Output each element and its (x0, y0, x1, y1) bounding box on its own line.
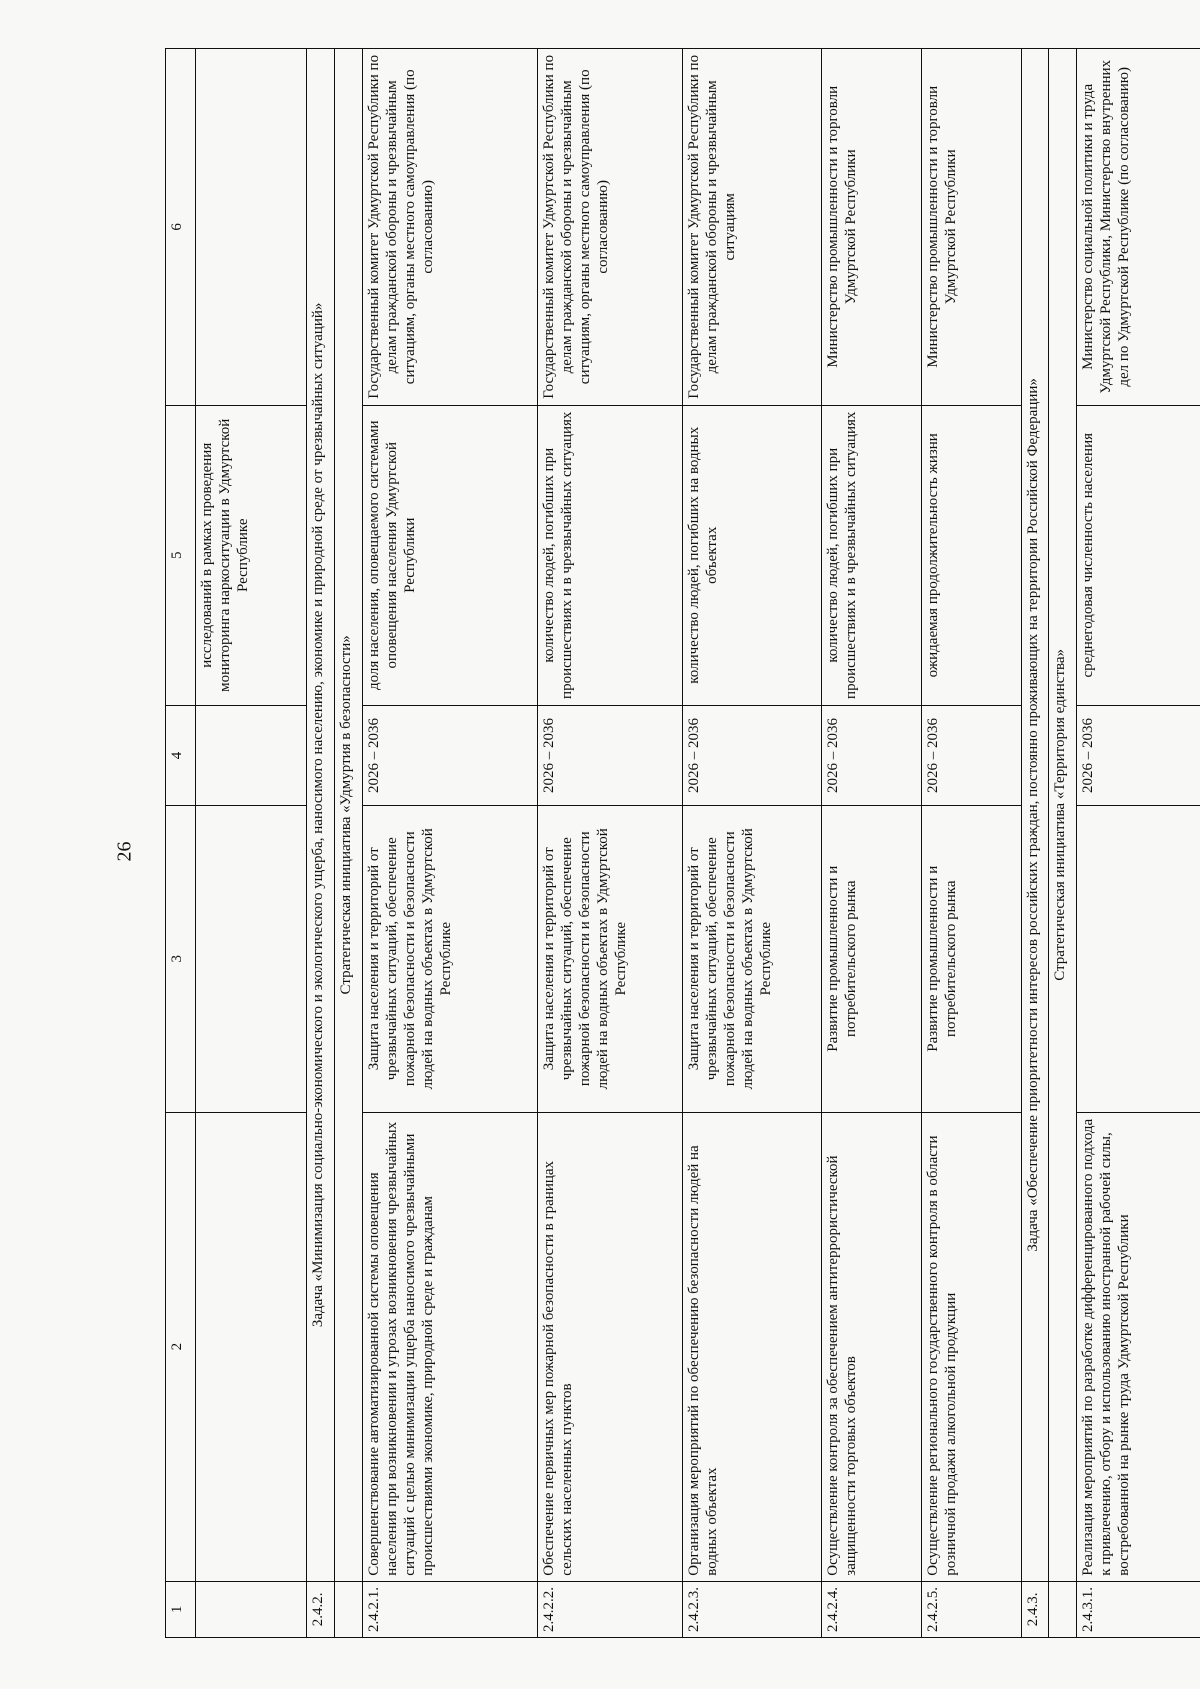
cont-cell-6 (196, 49, 307, 406)
header-col-3: 3 (166, 805, 196, 1112)
row-program: Развитие промышленности и потребительского рынка (921, 805, 1021, 1112)
row-period: 2026 – 2036 (821, 705, 921, 805)
rotated-table-container (165, 48, 1200, 1638)
table-row (362, 49, 538, 1638)
row-code: 2.4.3.1. (1077, 1581, 1200, 1637)
row-measure: Осуществление контроля за обеспечением антитеррористической защищенности торговых объектов (821, 1112, 921, 1581)
row-code: 2.4.2.2. (538, 1581, 682, 1637)
row-executor: Министерство промышленности и торговли Удмуртской Республики (921, 49, 1021, 406)
cont-cell-3 (196, 805, 307, 1112)
table-row (682, 49, 821, 1638)
row-executor: Государственный комитет Удмуртской Республики по делам гражданской обороны и чрезвычайным ситуациям, органы местного самоуправления (по согласованию) (538, 49, 682, 406)
row-period: 2026 – 2036 (1077, 705, 1200, 805)
row-code: 2.4.2.4. (821, 1581, 921, 1637)
initiative-code-cell (334, 1581, 362, 1637)
row-measure: Организация мероприятий по обеспечению безопасности людей на водных объектах (682, 1112, 821, 1581)
header-col-5: 5 (166, 405, 196, 705)
row-period: 2026 – 2036 (538, 705, 682, 805)
page-number: 26 (113, 841, 136, 862)
row-measure: Обеспечение первичных мер пожарной безопасности в границах сельских населенных пунктов (538, 1112, 682, 1581)
row-program: Защита населения и территорий от чрезвычайных ситуаций, обеспечение пожарной безопасности и безопасности людей на водных объектах в Удмуртской Республике (362, 805, 538, 1112)
initiative-title: Стратегическая инициатива «Удмуртия в безопасности» (334, 49, 362, 1582)
table-row (538, 49, 682, 1638)
task-title: Задача «Минимизация социально-экономического и экологического ущерба, наносимого населению, экономике и природной среде от чрезвычайных ситуаций» (307, 49, 335, 1582)
row-program (1077, 805, 1200, 1112)
row-measure: Осуществление регионального государственного контроля в области розничной продажи алкогольной продукции (921, 1112, 1021, 1581)
header-col-1: 1 (166, 1581, 196, 1637)
row-indicator: ожидаемая продолжительность жизни (921, 405, 1021, 705)
row-program: Защита населения и территорий от чрезвычайных ситуаций, обеспечение пожарной безопасности и безопасности людей на водных объектах в Удмуртской Республике (538, 805, 682, 1112)
table-row (821, 49, 921, 1638)
continuation-row (196, 49, 307, 1638)
row-code: 2.4.2.1. (362, 1581, 538, 1637)
table-row (921, 49, 1021, 1638)
initiative-code-cell (1049, 1581, 1077, 1637)
row-measure: Совершенствование автоматизированной системы оповещения населения при возникновении и угрозах возникновения чрезвычайных ситуаций с целью минимизации ущерба наносимого чрезвычайными происшествиями экономике, природной среде и гражданам (362, 1112, 538, 1581)
row-program: Защита населения и территорий от чрезвычайных ситуаций, обеспечение пожарной безопасности и безопасности людей на водных объектах в Удмуртской Республике (682, 805, 821, 1112)
header-col-2: 2 (166, 1112, 196, 1581)
row-indicator: количество людей, погибших при происшествиях и в чрезвычайных ситуациях (538, 405, 682, 705)
initiative-row (334, 49, 362, 1638)
row-executor: Министерство промышленности и торговли Удмуртской Республики (821, 49, 921, 406)
task-row-2-4-3 (1021, 49, 1049, 1638)
cont-cell-5: исследований в рамках проведения мониторинга наркоситуации в Удмуртской Республике (196, 405, 307, 705)
row-indicator: среднегодовая численность населения (1077, 405, 1200, 705)
row-period: 2026 – 2036 (921, 705, 1021, 805)
task-code: 2.4.2. (307, 1581, 335, 1637)
row-indicator: количество людей, погибших при происшествиях и в чрезвычайных ситуациях (821, 405, 921, 705)
header-col-4: 4 (166, 705, 196, 805)
cont-cell-2 (196, 1112, 307, 1581)
initiative-row (1049, 49, 1077, 1638)
row-period: 2026 – 2036 (682, 705, 821, 805)
task-code: 2.4.3. (1021, 1581, 1049, 1637)
row-executor: Государственный комитет Удмуртской Республики по делам гражданской обороны и чрезвычайным ситуациям (682, 49, 821, 406)
row-indicator: количество людей, погибших на водных объектах (682, 405, 821, 705)
cont-cell-1 (196, 1581, 307, 1637)
row-measure: Реализация мероприятий по разработке дифференцированного подхода к привлечению, отбору и использованию иностранной рабочей силы, востребованной на рынке труда Удмуртской Республики (1077, 1112, 1200, 1581)
row-indicator: доля населения, оповещаемого системами оповещения населения Удмуртской Республики (362, 405, 538, 705)
task-row-2-4-2 (307, 49, 335, 1638)
table-row (1077, 49, 1200, 1638)
row-code: 2.4.2.3. (682, 1581, 821, 1637)
measures-table (165, 48, 1200, 1638)
header-col-6: 6 (166, 49, 196, 406)
row-executor: Министерство социальной политики и труда Удмуртской Республики, Министерство внутренних дел по Удмуртской Республике (по согласованию) (1077, 49, 1200, 406)
row-executor: Государственный комитет Удмуртской Республики по делам гражданской обороны и чрезвычайным ситуациям, органы местного самоуправления (по согласованию) (362, 49, 538, 406)
cont-cell-4 (196, 705, 307, 805)
column-numbers-row (166, 49, 196, 1638)
row-code: 2.4.2.5. (921, 1581, 1021, 1637)
row-period: 2026 – 2036 (362, 705, 538, 805)
row-program: Развитие промышленности и потребительского рынка (821, 805, 921, 1112)
task-title: Задача «Обеспечение приоритетности интересов российских граждан, постоянно проживающих на территории Российской Федерации» (1021, 49, 1049, 1582)
initiative-title: Стратегическая инициатива «Территория единства» (1049, 49, 1077, 1582)
